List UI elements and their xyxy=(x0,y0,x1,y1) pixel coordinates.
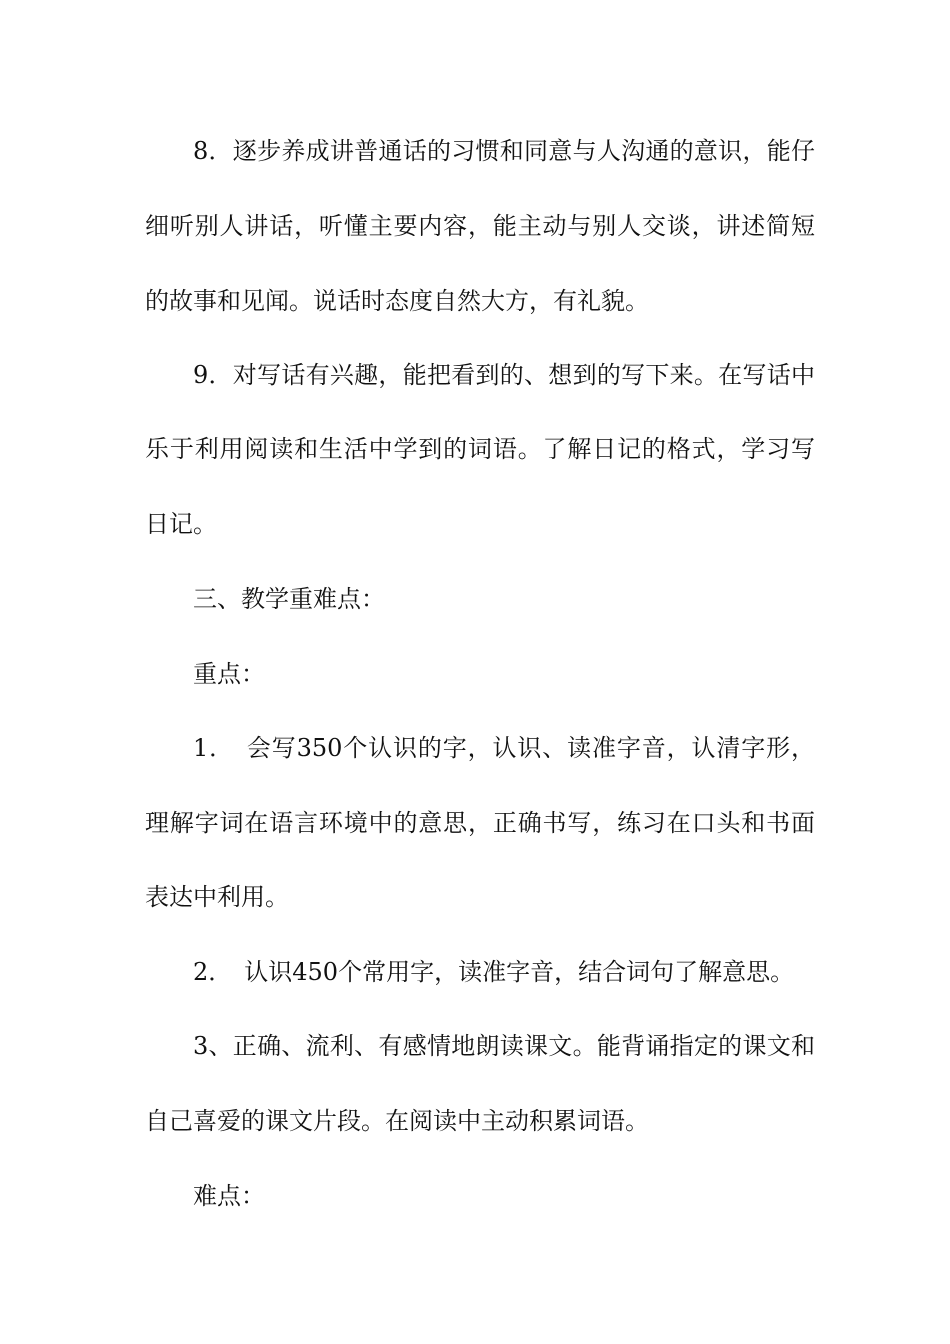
section-heading: 三、教学重难点： xyxy=(193,585,385,613)
key-point-2: 2． 认识450个常用字，读准字音，结合词句了解意思。 xyxy=(193,958,795,986)
key-points-heading: 重点： xyxy=(193,660,265,688)
paragraph-8-line-1: 8．逐步养成讲普通话的习惯和同意与人沟通的意识，能仔 xyxy=(193,137,815,165)
key-point-3-line-2: 自己喜爱的课文片段。在阅读中主动积累词语。 xyxy=(145,1107,649,1135)
key-point-3-line-1: 3、正确、流利、有感情地朗读课文。能背诵指定的课文和 xyxy=(193,1032,815,1060)
key-point-1-line-1: 1． 会写350个认识的字，认识、读准字音，认清字形， xyxy=(193,734,815,762)
paragraph-9-line-3: 日记。 xyxy=(145,510,217,538)
paragraph-8-line-2: 细听别人讲话，听懂主要内容，能主动与别人交谈，讲述简短 xyxy=(145,212,815,240)
difficulties-heading: 难点： xyxy=(193,1182,265,1210)
paragraph-9-line-2: 乐于利用阅读和生活中学到的词语。了解日记的格式，学习写 xyxy=(145,435,815,463)
key-point-1-line-2: 理解字词在语言环境中的意思，正确书写，练习在口头和书面 xyxy=(145,809,815,837)
key-point-1-line-3: 表达中利用。 xyxy=(145,883,289,911)
paragraph-9-line-1: 9．对写话有兴趣，能把看到的、想到的写下来。在写话中 xyxy=(193,361,815,389)
paragraph-8-line-3: 的故事和见闻。说话时态度自然大方，有礼貌。 xyxy=(145,287,649,315)
